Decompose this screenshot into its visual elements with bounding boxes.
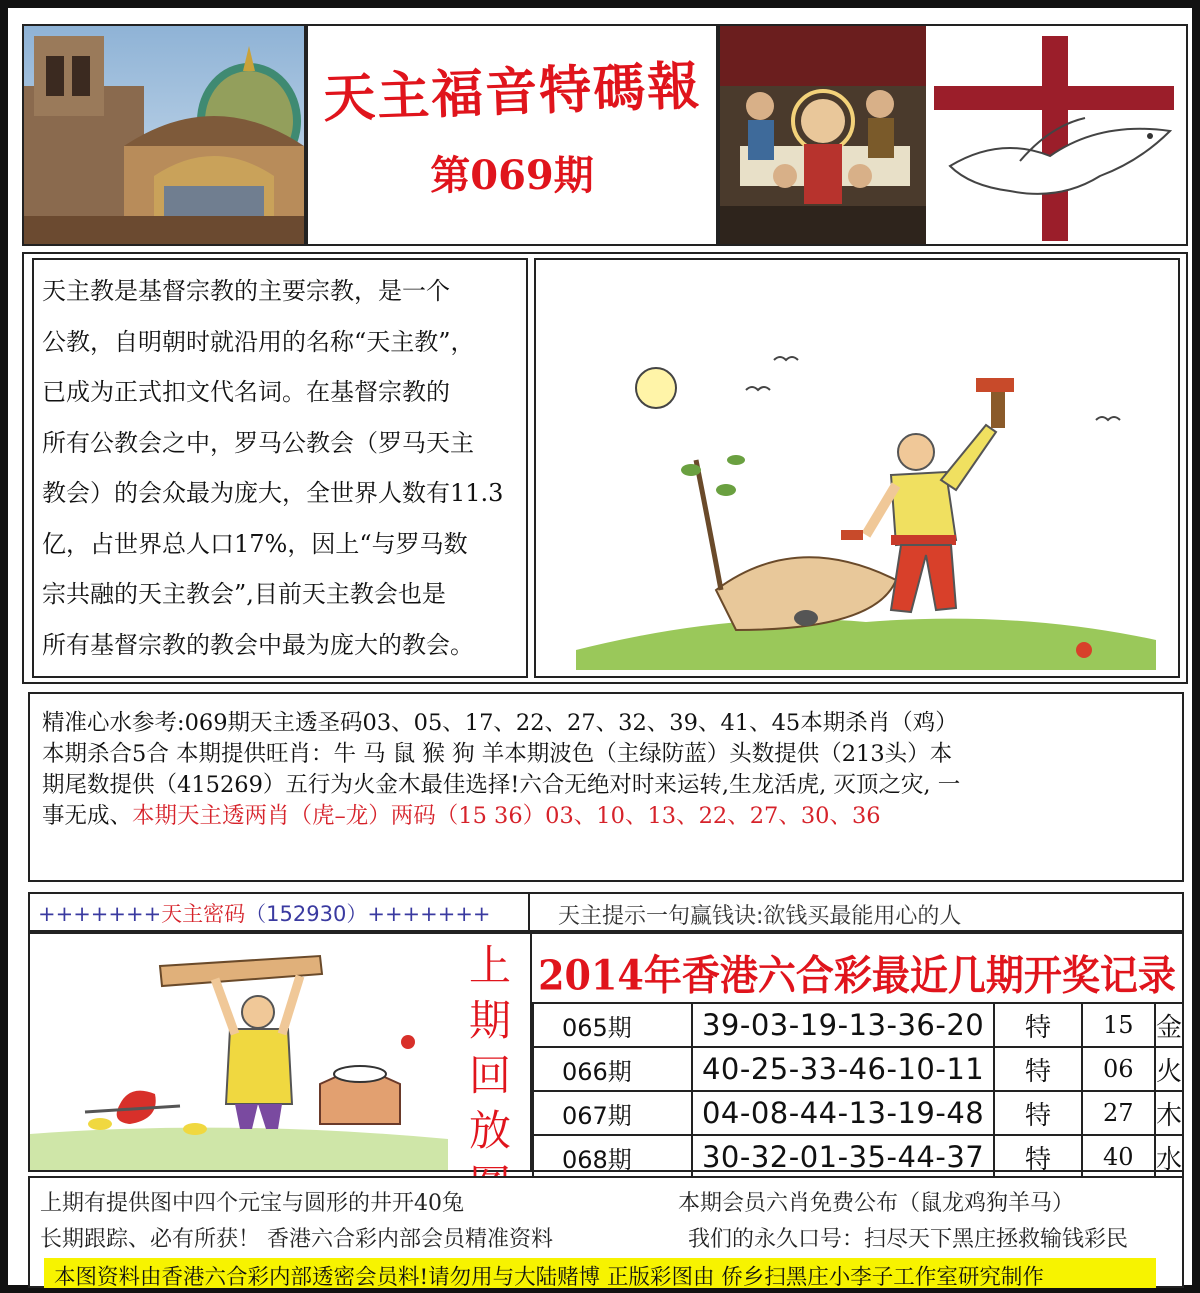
- secret-code-strip: [28, 892, 530, 932]
- tips-section: [28, 692, 1184, 882]
- element-cell: 木: [1155, 1091, 1183, 1135]
- tips-line: 本期杀合5合 本期提供旺肖：牛 马 鼠 猴 狗 羊本期波色（主绿防蓝）头数提供（213头）本: [42, 741, 953, 767]
- intro-line: 所有公教会之中，罗马公教会（罗马天主: [42, 428, 474, 457]
- lottery-results-panel: [530, 932, 1184, 1175]
- tips-text: 事无成、: [42, 803, 133, 829]
- religious-art-panel: [718, 24, 1188, 246]
- issue-cell: 068期: [533, 1135, 692, 1179]
- replay-char: 期: [468, 996, 511, 1045]
- numbers-cell: 40-25-33-46-10-11: [692, 1047, 995, 1091]
- replay-char: 放: [468, 1106, 511, 1155]
- element-cell: 水: [1155, 1135, 1183, 1179]
- footer-section: [28, 1176, 1184, 1288]
- issue-cell: 066期: [533, 1047, 692, 1091]
- intro-line: 公教，自明朝时就沿用的名称“天主教”，: [42, 327, 475, 356]
- intro-line: 天主教是基督宗教的主要宗教，是一个: [42, 277, 450, 305]
- intro-line: 宗共融的天主教会”,目前天主教会也是: [42, 580, 446, 608]
- results-title: 2014年香港六合彩最近几期开奖记录: [538, 950, 1176, 1000]
- code-suffix: +++++++: [367, 902, 491, 926]
- tips-line: [42, 801, 1170, 832]
- log-lifter-icon: [30, 934, 448, 1170]
- results-table: [532, 1002, 1184, 1180]
- masthead-title: 天主福音特碼報: [322, 55, 703, 130]
- intro-line: 亿，占世界总人口17%，因上“与罗马数: [42, 529, 468, 558]
- special-label-cell: 特: [994, 1091, 1081, 1135]
- intro-text-box: [32, 258, 528, 678]
- hammer-man-icon: [536, 260, 1178, 676]
- numbers-cell: 04-08-44-13-19-48: [692, 1091, 995, 1135]
- replay-char: 上: [468, 941, 511, 990]
- tips-highlight: 本期天主透两肖（虎–龙）两码（15 36）03、10、13、22、27、30、36: [132, 803, 881, 829]
- element-cell: 金: [1155, 1003, 1183, 1047]
- footer-credit-banner: 本图资料由香港六合彩内部透密会员料!请勿用与大陆赌博 正版彩图由 侨乡扫黑庄小李子工作室研究制作: [44, 1258, 1156, 1288]
- table-row: [533, 1003, 1183, 1047]
- table-row: [533, 1047, 1183, 1091]
- issue-number: 第069期: [430, 152, 594, 199]
- numbers-cell: 39-03-19-13-36-20: [692, 1003, 995, 1047]
- element-cell: 火: [1155, 1047, 1183, 1091]
- special-number-cell: 40: [1082, 1135, 1155, 1179]
- cathedral-icon: [24, 26, 304, 244]
- tips-line: 精准心水参考:069期天主透圣码03、05、17、22、27、32、39、41、45本期杀肖（鸡）: [42, 710, 958, 736]
- special-label-cell: 特: [994, 1003, 1081, 1047]
- special-label-cell: 特: [994, 1135, 1081, 1179]
- issue-cell: 067期: [533, 1091, 692, 1135]
- replay-char: 回: [468, 1051, 511, 1100]
- last-issue-replay-label: [448, 932, 532, 1172]
- cathedral-photo: [22, 24, 306, 246]
- issue-cell: 065期: [533, 1003, 692, 1047]
- footer-note: 本期会员六肖免费公布（鼠龙鸡狗羊马）: [678, 1191, 1075, 1216]
- winning-tip-strip: 天主提示一句赢钱诀:欲钱买最能用心的人: [528, 892, 1184, 932]
- special-label-cell: 特: [994, 1047, 1081, 1091]
- code-prefix: +++++++: [38, 902, 162, 926]
- last-supper-icon: [720, 26, 1186, 244]
- intro-line: 所有基督宗教的教会中最为庞大的教会。: [42, 630, 474, 659]
- intro-section: [22, 252, 1188, 684]
- footer-note: 上期有提供图中四个元宝与圆形的井开40兔: [40, 1191, 464, 1216]
- special-number-cell: 27: [1082, 1091, 1155, 1135]
- intro-line: 已成为正式扣文代名词。在基督宗教的: [42, 378, 450, 406]
- code-label: 天主密码: [161, 902, 246, 926]
- code-value: （152930）: [245, 902, 368, 926]
- tips-line: 期尾数提供（415269）五行为火金木最佳选择!六合无绝对时来运转,生龙活虎, 灭顶之灾, 一: [42, 772, 961, 798]
- numbers-cell: 30-32-01-35-44-37: [692, 1135, 995, 1179]
- footer-note: 长期跟踪、必有所获！ 香港六合彩内部会员精准资料: [40, 1227, 553, 1252]
- table-row: [533, 1135, 1183, 1179]
- masthead-panel: [306, 24, 718, 246]
- log-lifter-illustration: [28, 932, 450, 1172]
- special-number-cell: 06: [1082, 1047, 1155, 1091]
- special-number-cell: 15: [1082, 1003, 1155, 1047]
- footer-slogan: 我们的永久口号：扫尽天下黑庄拯救输钱彩民: [688, 1227, 1129, 1252]
- intro-line: 教会）的会众最为庞大，全世界人数有11.3: [42, 479, 504, 507]
- hammer-man-illustration: [534, 258, 1180, 678]
- table-row: [533, 1091, 1183, 1135]
